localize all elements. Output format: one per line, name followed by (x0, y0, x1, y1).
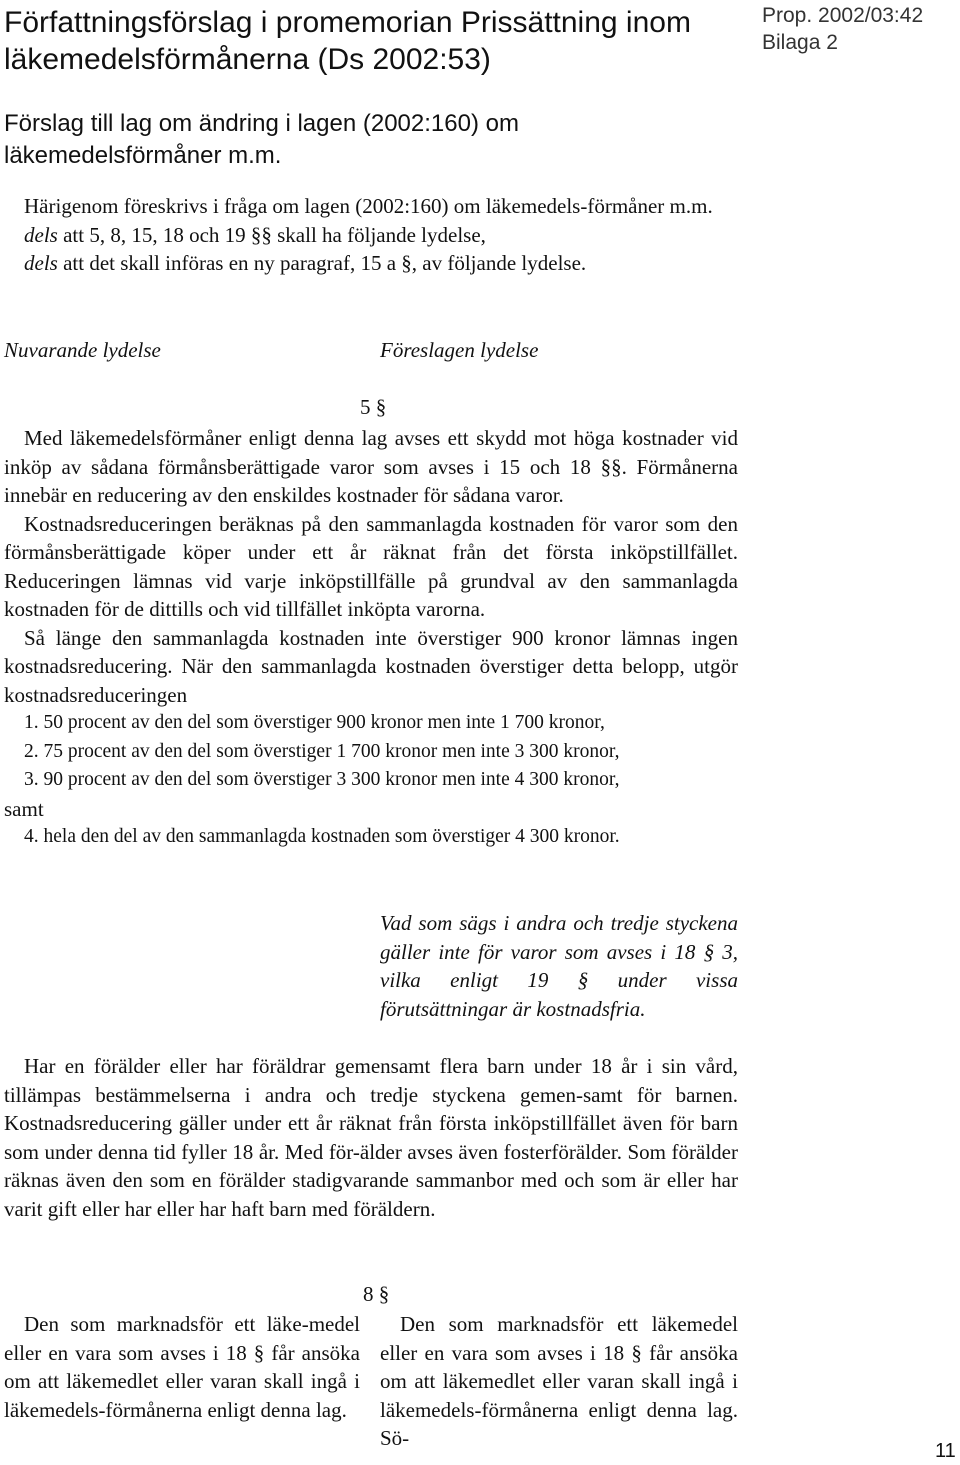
section-5-paragraph-4: Har en förälder eller har föräldrar gemensamt flera barn under 18 år i sin vård, tillämpas bestämmelserna i andra och tredje styckena gemen-samt för barnen. Kostnadsreducering gäller under ett år räknat från första inköpstillfället även för barn som under denna tid fyller 18 år. Med för-älder avses även fosterförälder. Som förälder räknas även den som en förälder stadigvarande sammanbor med och som är eller har varit gift eller har eller har haft barn med föräldern. (4, 1054, 738, 1221)
intro-line-1 (4, 221, 738, 250)
proposed-new-paragraph: Vad som sägs i andra och tredje styckena gäller inte för varor som avses i 18 § 3, vilka enligt 19 § under vissa förutsättningar är kostnadsfria. (380, 911, 738, 1021)
appendix-label: Bilaga 2 (762, 31, 838, 54)
introduction (4, 192, 738, 278)
page-number: 11 (935, 1440, 956, 1462)
proposition-number: Prop. 2002/03:42 (762, 4, 924, 27)
current-wording-header: Nuvarande lydelse (4, 338, 161, 362)
section-8-heading: 8 § (363, 1282, 390, 1306)
section-5-body (4, 424, 738, 852)
document-title: Författningsförslag i promemorian Prissättning inom läkemedelsförmånerna (Ds 2002:53) (4, 6, 691, 76)
proposition-reference (762, 2, 952, 56)
list-item: 3. 90 procent av den del som överstiger 3 300 kronor men inte 4 300 kronor, (24, 769, 620, 790)
proposed-wording-header: Föreslagen lydelse (380, 338, 539, 362)
section-5-paragraph-2: Kostnadsreduceringen beräknas på den sammanlagda kostnaden för varor som den förmånsberättigade köper under ett år räknat från det första inköpstillfället. Reduceringen lämnas vid varje inköpstillfälle på grundval av den sammanlagda kostnaden för de dittills och vid tillfället inköpta varorna. (4, 511, 738, 621)
list-item: 2. 75 procent av den del som överstiger 1 700 kronor men inte 3 300 kronor, (24, 740, 620, 762)
intro-line-2-text: att det skall införas en ny paragraf, 15 a §, av följande lydelse. (57, 251, 587, 275)
intro-line-2 (4, 249, 738, 278)
section-5-heading: 5 § (360, 395, 387, 419)
section-8-proposed-text: Den som marknadsför ett läkemedel eller en vara som avses i 18 § får ansöka om att läkemedlet eller varan skall ingå i läkemedels-förmånerna enligt denna lag. Sö- (380, 1312, 738, 1450)
section-5-paragraph-3: Så länge den sammanlagda kostnaden inte överstiger 900 kronor lämnas ingen kostnadsreducering. När den sammanlagda kostnaden överstiger detta belopp, utgör kostnadsreduceringen (4, 625, 738, 707)
list-item: 4. hela den del av den sammanlagda kostnaden som överstiger 4 300 kronor. (24, 826, 620, 847)
list-item: 1. 50 procent av den del som överstiger 900 kronor men inte 1 700 kronor, (24, 712, 605, 733)
intro-dels-1: dels (24, 222, 58, 247)
intro-dels-2: dels (24, 251, 58, 275)
section-5-paragraph-1: Med läkemedelsförmåner enligt denna lag avses ett skydd mot höga kostnader vid inköp av sådana förmånsberättigade varor som avses i 15 och 18 §§. Förmånerna innebär en reducering av den enskildes kostnader för sådana varor. (4, 426, 738, 507)
law-proposal-heading: Förslag till lag om ändring i lagen (2002:160) om läkemedelsförmåner m.m. (4, 110, 519, 169)
intro-lead: Härigenom föreskrivs i fråga om lagen (2002:160) om läkemedels-förmåner m.m. (24, 194, 713, 218)
intro-line-1-text: att 5, 8, 15, 18 och 19 §§ skall ha följande lydelse, (57, 222, 486, 247)
list-continuation: samt (4, 796, 44, 821)
section-8-current-text: Den som marknadsför ett läke-medel eller en vara som avses i 18 § får ansöka om att läkemedlet eller varan skall ingå i läkemedels-förmånerna enligt denna lag. (4, 1312, 360, 1422)
